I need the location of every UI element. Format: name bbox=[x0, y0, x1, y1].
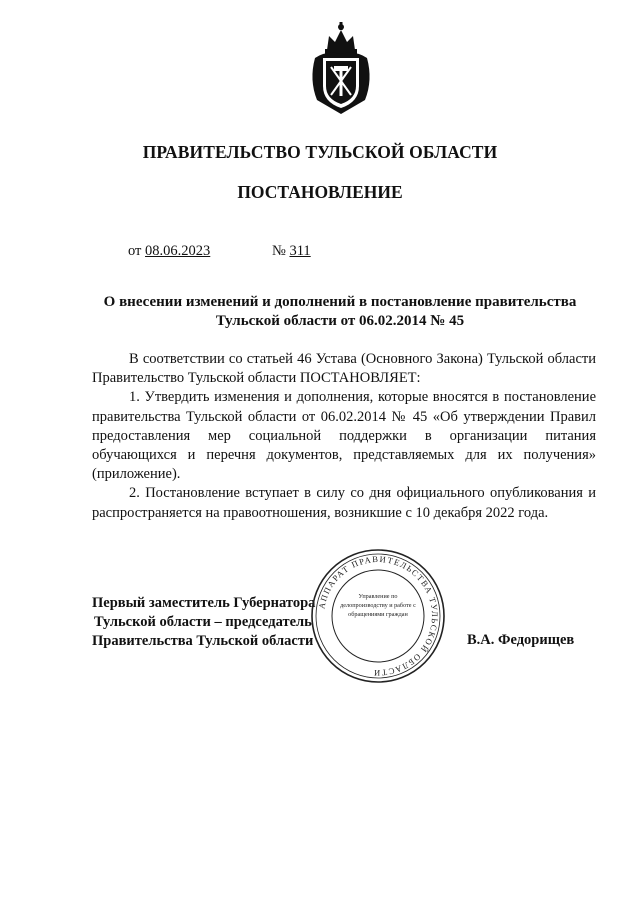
position-line-1: Первый заместитель Губернатора bbox=[92, 595, 316, 611]
number-value: 311 bbox=[289, 243, 311, 259]
title-line-1: О внесении изменений и дополнений в постановление правительства bbox=[103, 294, 577, 310]
document-type: ПОСТАНОВЛЕНИЕ bbox=[237, 182, 403, 202]
date-value: 08.06.2023 bbox=[145, 243, 211, 259]
organization-title: ПРАВИТЕЛЬСТВО ТУЛЬСКОЙ ОБЛАСТИ bbox=[142, 142, 498, 162]
coat-of-arms-icon bbox=[305, 20, 377, 118]
position-line-2: Тульской области – председатель bbox=[94, 614, 312, 630]
document-number bbox=[272, 243, 311, 260]
signatory-name: В.А. Федорищев bbox=[467, 632, 575, 648]
intro-paragraph: В соответствии со статьей 46 Устава (Основного Закона) Тульской области Правительство Тульской области ПОСТАНОВЛЯЕТ: bbox=[92, 351, 596, 387]
item-2-paragraph: 2. Постановление вступает в силу со дня официального опубликования и распространяется на правоотношения, возникшие с 10 декабря 2022 года. bbox=[92, 485, 596, 521]
stamp-inner-text: Управление по делопроизводству и работе с обращениями граждан bbox=[340, 593, 416, 619]
position-line-3: Правительства Тульской области bbox=[92, 633, 314, 649]
stamp-ring-text: АППАРАТ ПРАВИТЕЛЬСТВА ТУЛЬСКОЙ ОБЛАСТИ bbox=[316, 553, 441, 679]
signatory-position bbox=[92, 594, 315, 651]
title-line-2: Тульской области от 06.02.2014 № 45 bbox=[215, 313, 465, 329]
document-date bbox=[128, 243, 210, 260]
document-body bbox=[92, 350, 596, 523]
number-prefix: № bbox=[272, 243, 286, 259]
date-prefix: от bbox=[128, 243, 142, 259]
document-title bbox=[60, 293, 620, 331]
item-1-paragraph: 1. Утвердить изменения и дополнения, которые вносятся в постановление правительства Тульской области от 06.02.2014 № 45 «Об утверждении Правил предоставления мер социальной поддержки в организации питания обучающихся и перечня документов, представляемых для их получения» (приложение). bbox=[92, 389, 596, 483]
